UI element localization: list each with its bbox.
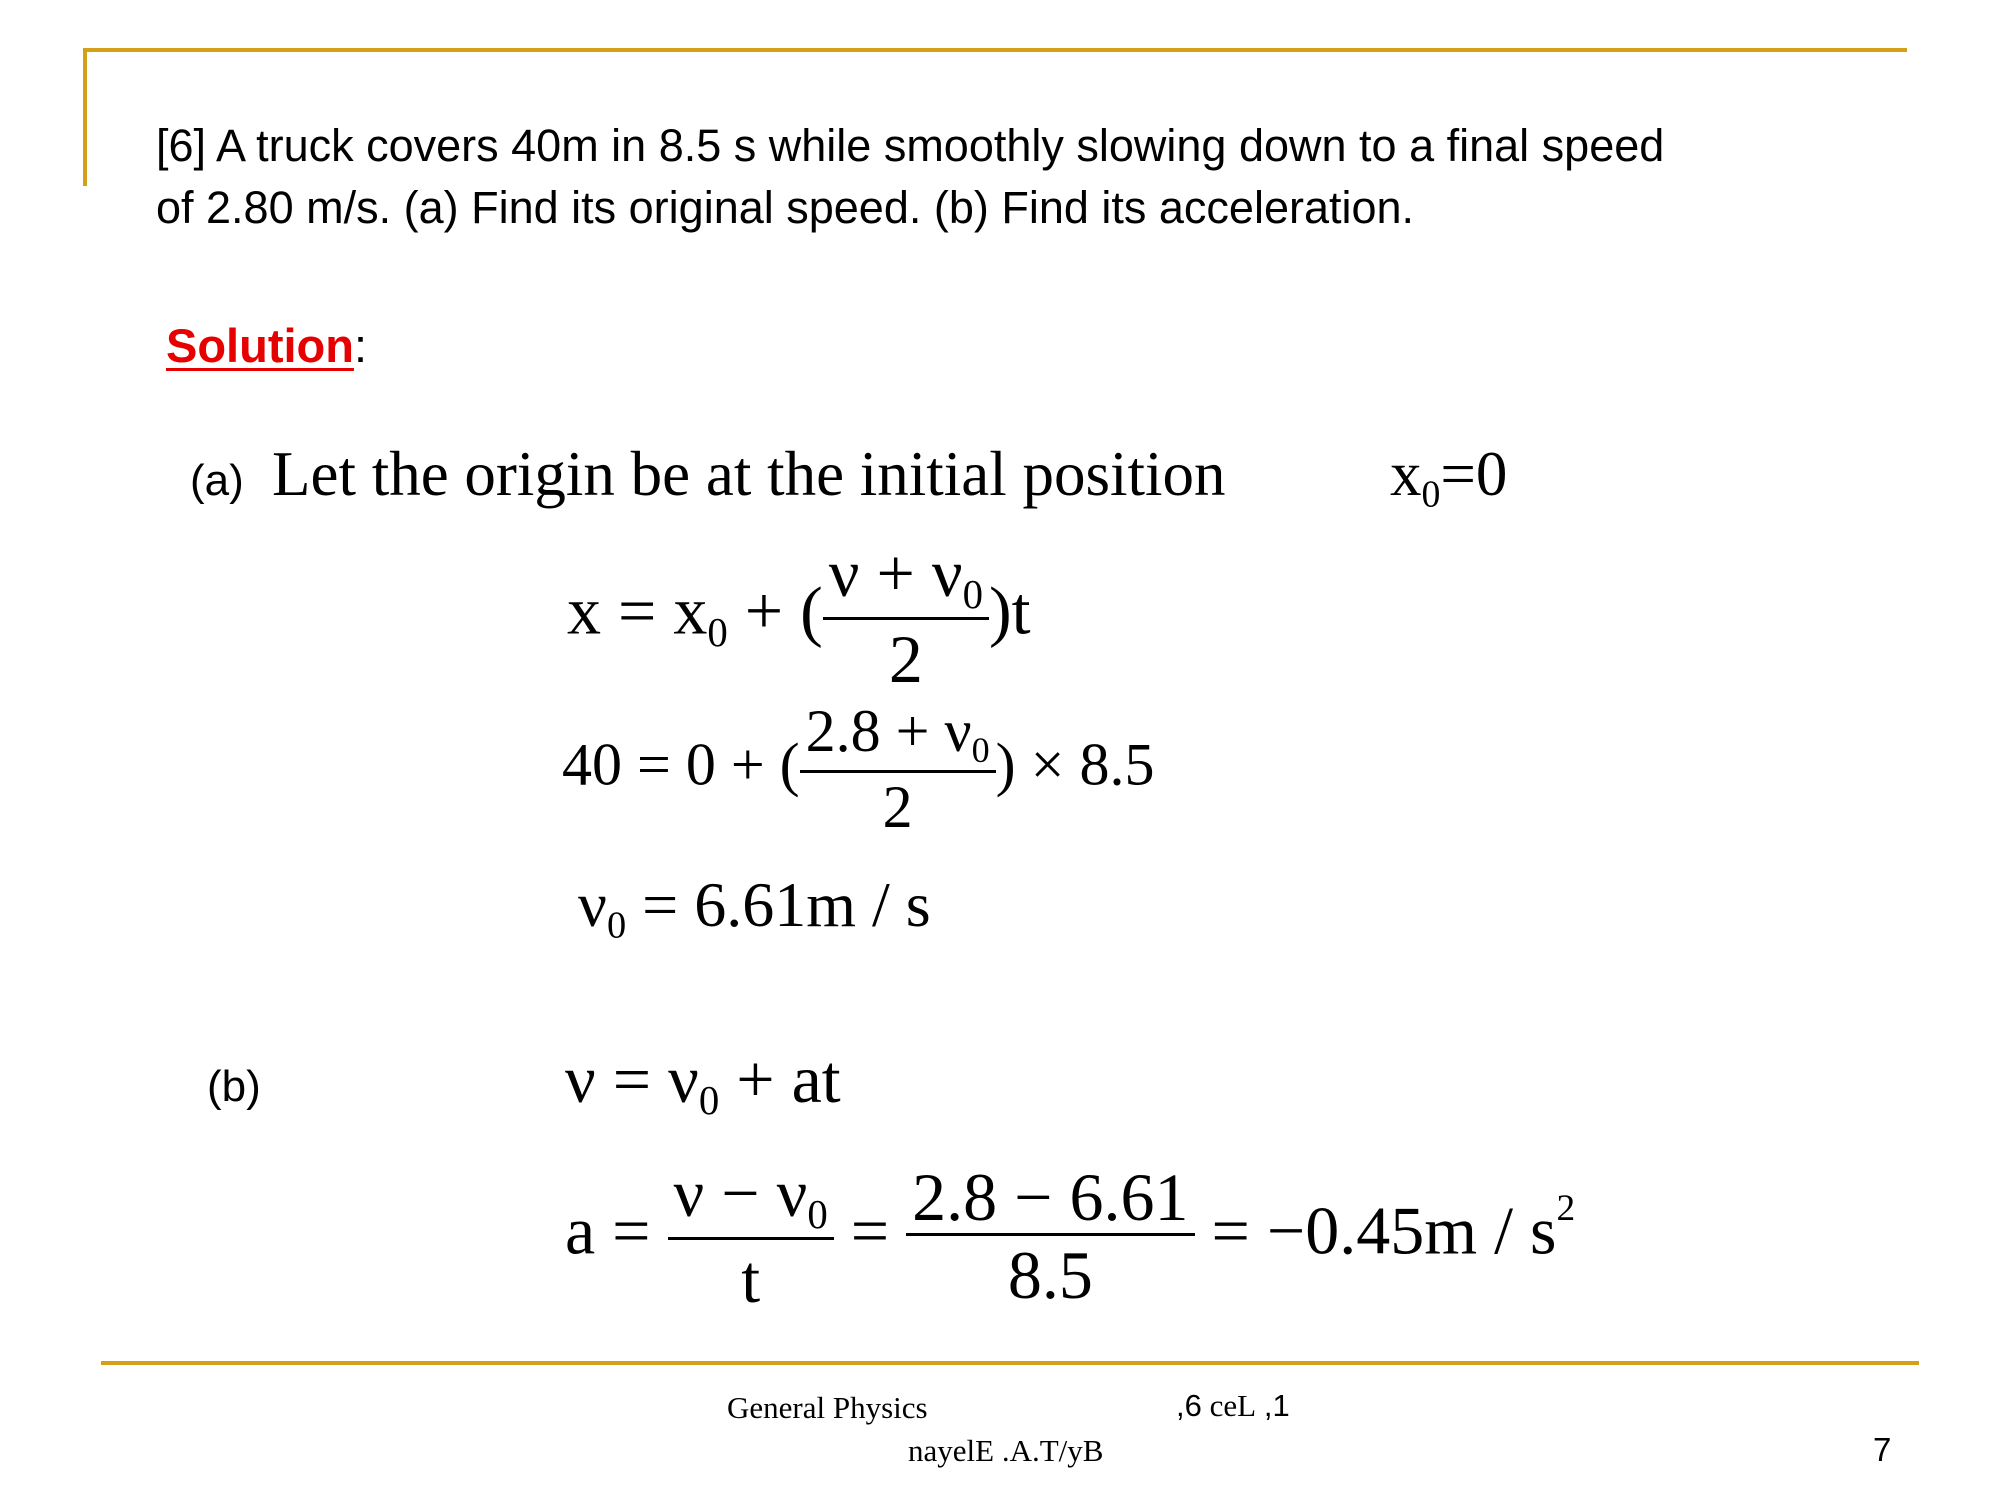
b-eq2-frac1-num-text: ν − ν [673,1155,808,1231]
problem-line-2: of 2.80 m/s. (a) Find its original speed. (b) Find its acceleration. [156,182,1415,233]
eq2-num-text: 2.8 + ν [805,698,972,764]
eq1-rhs: )t [989,572,1031,649]
eq1-num-sub: 0 [962,572,984,618]
solution-label: Solution [166,319,354,372]
eq3-lhs: ν [578,869,607,940]
part-a-statement: Let the origin be at the initial position [272,439,1226,509]
eq2-lhs: 40 = 0 + ( [562,731,800,798]
problem-statement [156,115,1664,239]
footer-lec-word: ceL [1209,1388,1257,1423]
footer-lec-part-b: ,1 [1263,1388,1290,1423]
b-eq1-lhs-sub: 0 [698,1078,720,1124]
problem-line-1: [6] A truck covers 40m in 8.5 s while smoothly slowing down to a final speed [156,120,1665,171]
solution-colon: : [353,319,368,372]
eq2-num-sub: 0 [971,729,990,770]
equation-displacement [567,535,1031,698]
footer-lec-part-a: ,6 [1176,1388,1202,1423]
footer-course: General Physics [727,1390,928,1425]
eq1-lhs: x = x [567,572,708,649]
eq1-denominator: 2 [888,621,923,698]
x0-value: =0 [1440,439,1508,509]
b-eq2-lhs: a = [565,1192,651,1269]
b-eq1-rhs: + at [719,1041,841,1117]
eq3-rhs: = 6.61m / s [626,869,931,940]
eq1-fraction [823,535,989,698]
b-eq2-result-sup: 2 [1556,1188,1576,1230]
footer-author: nayelE .A.T/yB [908,1433,1104,1468]
b-eq2-fraction-1 [668,1155,834,1318]
equation-substitution [562,700,1154,842]
eq3-lhs-sub: 0 [606,904,627,947]
b-eq1-lhs: ν = ν [565,1041,699,1117]
eq1-lhs-sub: 0 [707,609,728,655]
eq2-fraction [800,700,996,842]
equation-velocity [565,1040,841,1124]
top-rule [83,48,1907,52]
x0-var: x [1390,439,1422,509]
eq1-numerator [823,535,989,620]
b-eq2-frac2-denominator: 8.5 [1007,1237,1093,1314]
footer-lecture [1176,1388,1290,1424]
page-number: 7 [1873,1431,1892,1468]
part-b-label: (b) [207,1062,261,1111]
equation-initial-speed-result [578,868,931,948]
left-rule [83,48,87,186]
eq2-denominator: 2 [882,773,913,840]
eq1-mid: + ( [727,572,823,649]
solution-heading [166,318,367,373]
eq2-rhs: ) × 8.5 [995,731,1155,798]
b-eq2-result: = −0.45m / s [1211,1192,1557,1269]
equation-acceleration [565,1155,1576,1318]
b-eq2-fraction-2 [906,1158,1194,1315]
b-eq2-frac2-numerator: 2.8 − 6.61 [906,1162,1194,1236]
eq1-num-text: ν + ν [828,535,963,611]
x0-sub: 0 [1421,473,1441,516]
b-eq2-equals: = [850,1192,890,1269]
eq2-numerator [800,700,996,773]
part-a-label: (a) [190,456,244,505]
b-eq2-frac1-denominator: t [741,1241,761,1318]
b-eq2-frac1-num-sub: 0 [807,1192,828,1238]
initial-position-condition [1390,438,1507,516]
b-eq2-frac1-numerator [668,1155,834,1240]
bottom-rule [101,1361,1919,1365]
